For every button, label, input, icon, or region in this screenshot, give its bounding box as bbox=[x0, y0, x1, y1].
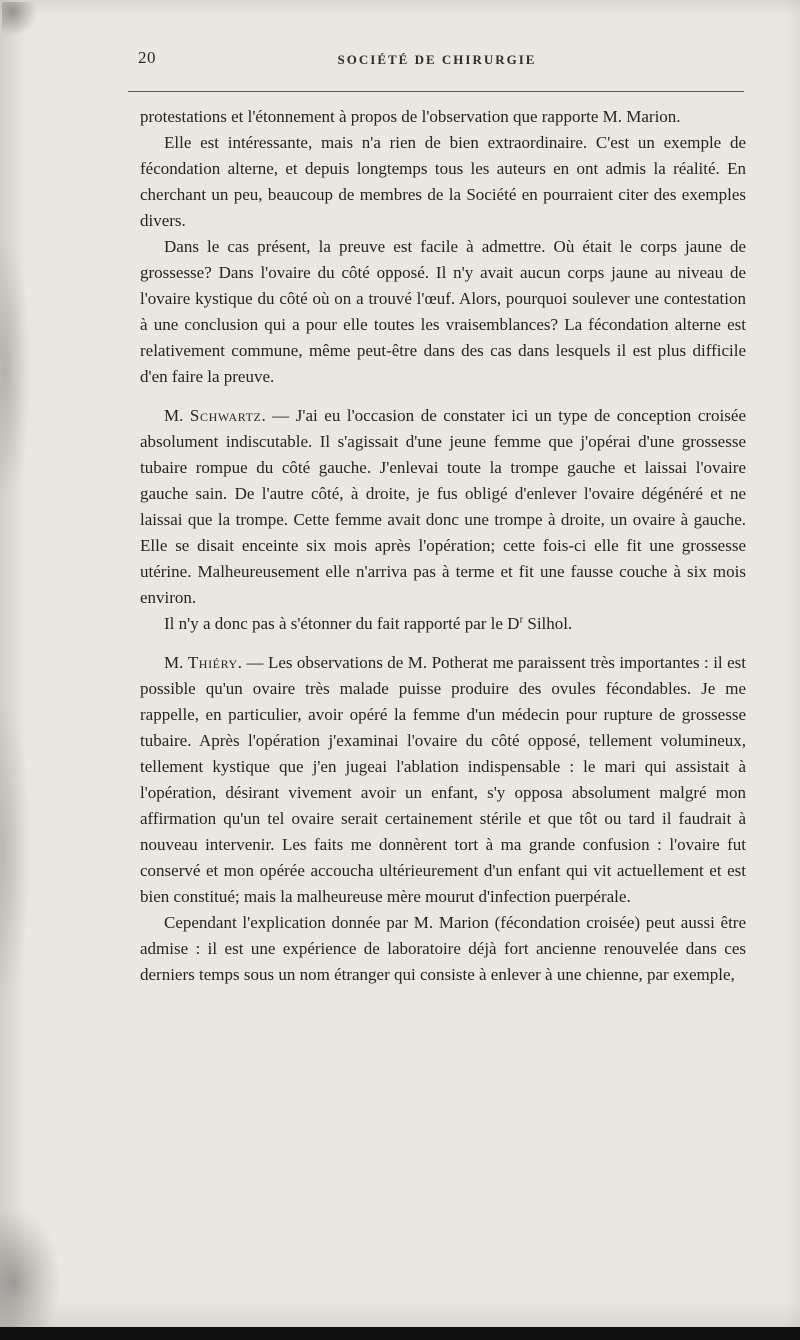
paragraph-text: Dans le cas présent, la preuve est facile à admettre. Où était le corps jaune de grossesse? Dans l'ovaire du côté opposé. Il n'y avait aucun corps jaune au niveau de l'ovaire kystique du côté où on a trouvé l'œuf. Alors, pourquoi soulever une contestation à une conclusion qui a pour elle toutes les vraisemblances? La fécondation alterne est relativement commune, même peut-être dans des cas dans lesquels il est plus difficile d'en faire la preuve. bbox=[140, 237, 746, 386]
paragraph bbox=[140, 130, 746, 234]
paragraph-text: M. bbox=[164, 406, 190, 425]
scan-edge-bottom bbox=[0, 1327, 800, 1340]
paragraph-text: M. bbox=[164, 653, 188, 672]
paragraph bbox=[140, 611, 746, 637]
paragraph-text: r bbox=[519, 613, 524, 626]
header-rule bbox=[128, 91, 744, 92]
page-number: 20 bbox=[138, 48, 156, 67]
speaker-name: Thiéry bbox=[187, 653, 238, 672]
paragraph-text: Il n'y a donc pas à s'étonner du fait rapporté par le D bbox=[164, 614, 520, 633]
paragraph-text: Cependant l'explication donnée par M. Marion (fécondation croisée) peut aussi être admise : il est une expérience de laboratoire déjà fort ancienne renouvelée dans ces derniers temps sous un nom étranger qui consiste à enlever à une chienne, par exemple, bbox=[140, 913, 746, 984]
text-block bbox=[140, 104, 746, 988]
paragraph-text: protestations et l'étonnement à propos de l'observation que rapporte M. Marion. bbox=[140, 107, 681, 126]
paragraph bbox=[140, 910, 746, 988]
running-title: SOCIÉTÉ DE CHIRURGIE bbox=[337, 52, 537, 67]
paragraph-text: . — J'ai eu l'occasion de constater ici un type de conception croisée absolument indiscutable. Il s'agissait d'une jeune femme que j'opérai d'une grossesse tubaire rompue du côté gauche. J'enlevai toute la trompe gauche et laissai l'ovaire gauche sain. De l'autre côté, à droite, je fus obligé d'enlever l'ovaire dégénéré et ne laissai que la trompe. Cette femme avait donc une trompe à droite, un ovaire à gauche. Elle se disait enceinte six mois après l'opération; cette fois-ci elle fit une grossesse utérine. Malheureusement elle n'arriva pas à terme et fit une fausse couche à six mois environ. bbox=[140, 406, 746, 607]
scan-smudge-left-lower bbox=[0, 700, 32, 1000]
scan-smudge-corner bbox=[2, 2, 38, 36]
paragraph-text: Elle est intéressante, mais n'a rien de bien extraordinaire. C'est un exemple de fécondation alterne, et depuis longtemps tous les auteurs en ont admis la réalité. En cherchant un peu, beaucoup de membres de la Société en pourraient citer des exemples divers. bbox=[140, 133, 746, 230]
paragraph-text: Silhol. bbox=[523, 614, 573, 633]
paragraph bbox=[140, 650, 746, 910]
scan-smudge-left bbox=[0, 240, 32, 500]
scan-smudge-bottom bbox=[0, 1210, 60, 1330]
paragraph bbox=[140, 234, 746, 390]
paragraph bbox=[140, 403, 746, 611]
speaker-name: Schwartz bbox=[189, 406, 262, 425]
paragraph-text: . — Les observations de M. Potherat me paraissent très importantes : il est possible qu'un ovaire très malade puisse produire des ovules fécondables. Je me rappelle, en particulier, avoir opéré la femme d'un médecin pour rupture de grossesse tubaire. Après l'opération j'examinai l'ovaire du côté opposé, tellement volumineux, tellement kystique que j'en jugeai l'ablation indispensable : le mari qui assistait à l'opération, désirant vivement avoir un enfant, s'y opposa absolument malgré mon affirmation qu'un tel ovaire serait certainement stérile et que tôt ou tard il faudrait à nouveau intervenir. Les faits me donnèrent tort à ma grande confusion : l'ovaire fut conservé et mon opérée accoucha ultérieurement d'un enfant qui vit actuellement et est bien constitué; mais la malheureuse mère mourut d'infection puerpérale. bbox=[140, 653, 746, 906]
paragraph bbox=[140, 104, 746, 130]
